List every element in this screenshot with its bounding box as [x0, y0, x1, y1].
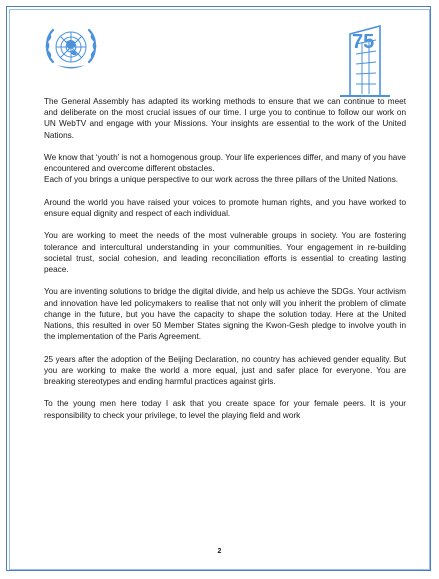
speech-body: [44, 96, 406, 421]
paragraph-gender-equality: 25 years after the adoption of the Beijing Declaration, no country has achieved gender equality. But you are working to make the world a more equal, just and safer place for everyone. You are breaking stereotypes and ending harmful practices against girls.: [44, 354, 406, 386]
un75-number: 75: [352, 31, 375, 53]
paragraph-working-methods: The General Assembly has adapted its working methods to ensure that we can continue to meet and deliberate on the most crucial issues of our time. I urge you to continue to follow our work on UN WebTV and engage with your Missions. Your insights are essential to the work of the United Nations.: [44, 97, 406, 140]
paragraph-human-rights: Around the world you have raised your voices to promote human rights, and you have worked to ensure equal dignity and respect of each individual.: [44, 197, 406, 218]
un75-logo-icon: [336, 20, 394, 98]
paragraph-digital-divide: You are inventing solutions to bridge the digital divide, and help us achieve the SDGs. Your activism and innovation have led policymakers to realise that not only will you inherit the problem of climate change in the future, but you have the capacity to shape the solution today. Here at the United Nations, this resulted in over 50 Member States signing the Kwon-Gesh pledge to involve youth in the implementation of the Paris Agreement.: [44, 287, 406, 342]
un-emblem-icon: [39, 20, 103, 76]
paragraph-youth-diversity: We know that ‘youth’ is not a homogenous group. Your life experiences differ, and many of you have encountered and overcome different obstacles.: [44, 153, 406, 174]
paragraph-unique-perspective: Each of you brings a unique perspective to our work across the three pillars of the United Nations.: [44, 175, 399, 185]
page-number: 2: [217, 548, 222, 555]
paragraph-vulnerable-groups: You are working to meet the needs of the most vulnerable groups in society. You are fostering tolerance and intercultural understanding in your communities. Your engagement in re-building societal trust, social cohesion, and leading reconciliation efforts is essential to creating lasting peace.: [44, 231, 406, 274]
paragraph-young-men: To the young men here today I ask that you create space for your female peers. It is your responsibility to check your privilege, to level the playing field and work: [44, 399, 406, 420]
